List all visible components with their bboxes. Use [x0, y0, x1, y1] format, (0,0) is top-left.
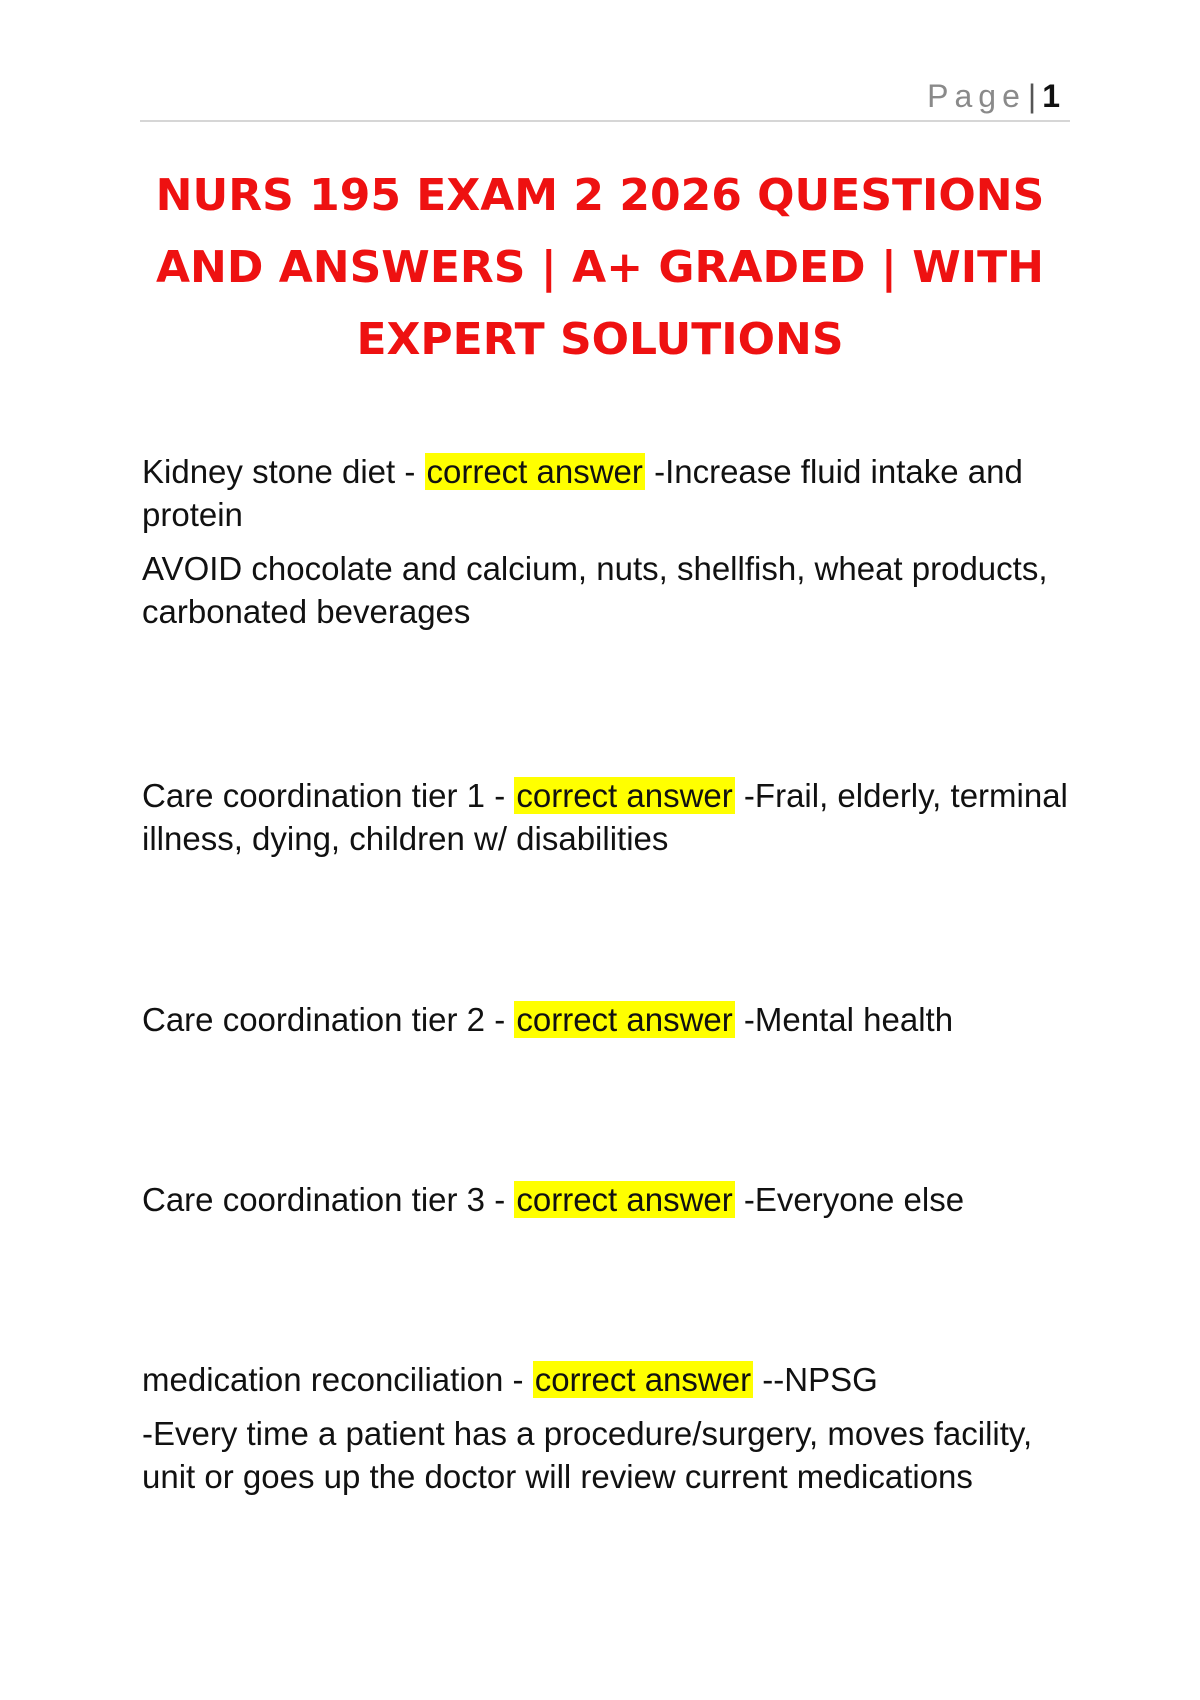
- qa-item-care-tier-1: [142, 774, 1082, 860]
- correct-answer-highlight: correct answer: [534, 1361, 752, 1398]
- qa-line: [142, 998, 1082, 1041]
- page-separator: |: [1027, 78, 1037, 114]
- page-word: Page: [927, 78, 1026, 114]
- qa-line: [142, 450, 1082, 536]
- qa-item-care-tier-3: [142, 1178, 1082, 1221]
- answer-text: -Everyone else: [734, 1181, 965, 1218]
- question-text: Kidney stone diet -: [142, 453, 425, 490]
- answer-detail: -Every time a patient has a procedure/surgery, moves facility, unit or goes up the doctor will review current medications: [142, 1415, 1033, 1495]
- page-number: 1: [1042, 78, 1060, 114]
- question-text: Care coordination tier 1 -: [142, 777, 515, 814]
- page-number-label: [927, 76, 1060, 116]
- qa-item-medication-reconciliation: [142, 1358, 1082, 1498]
- document-title: NURS 195 EXAM 2 2026 QUESTIONS AND ANSWERS | A+ GRADED | WITH EXPERT SOLUTIONS: [155, 170, 1045, 365]
- correct-answer-highlight: correct answer: [516, 1181, 733, 1218]
- answer-text: -Mental health: [734, 1001, 954, 1038]
- question-text: Care coordination tier 2 -: [142, 1001, 515, 1038]
- correct-answer-highlight: correct answer: [516, 1001, 733, 1038]
- answer-detail: AVOID chocolate and calcium, nuts, shellfish, wheat products, carbonated beverages: [142, 550, 1048, 630]
- qa-item-care-tier-2: [142, 998, 1082, 1041]
- page-header: [140, 72, 1070, 122]
- answer-text: -Increase fluid intake and protein: [142, 453, 1023, 533]
- qa-item-kidney-stone-diet: [142, 450, 1082, 633]
- qa-line: [142, 774, 1082, 860]
- answer-text: --NPSG: [753, 1361, 878, 1398]
- answer-text: -Frail, elderly, terminal illness, dying, children w/ disabilities: [142, 777, 1068, 857]
- question-text: medication reconciliation -: [142, 1361, 533, 1398]
- correct-answer-highlight: correct answer: [426, 453, 643, 490]
- correct-answer-highlight: correct answer: [516, 777, 733, 814]
- qa-line: [142, 1358, 1082, 1401]
- question-text: Care coordination tier 3 -: [142, 1181, 515, 1218]
- qa-line: [142, 1178, 1082, 1221]
